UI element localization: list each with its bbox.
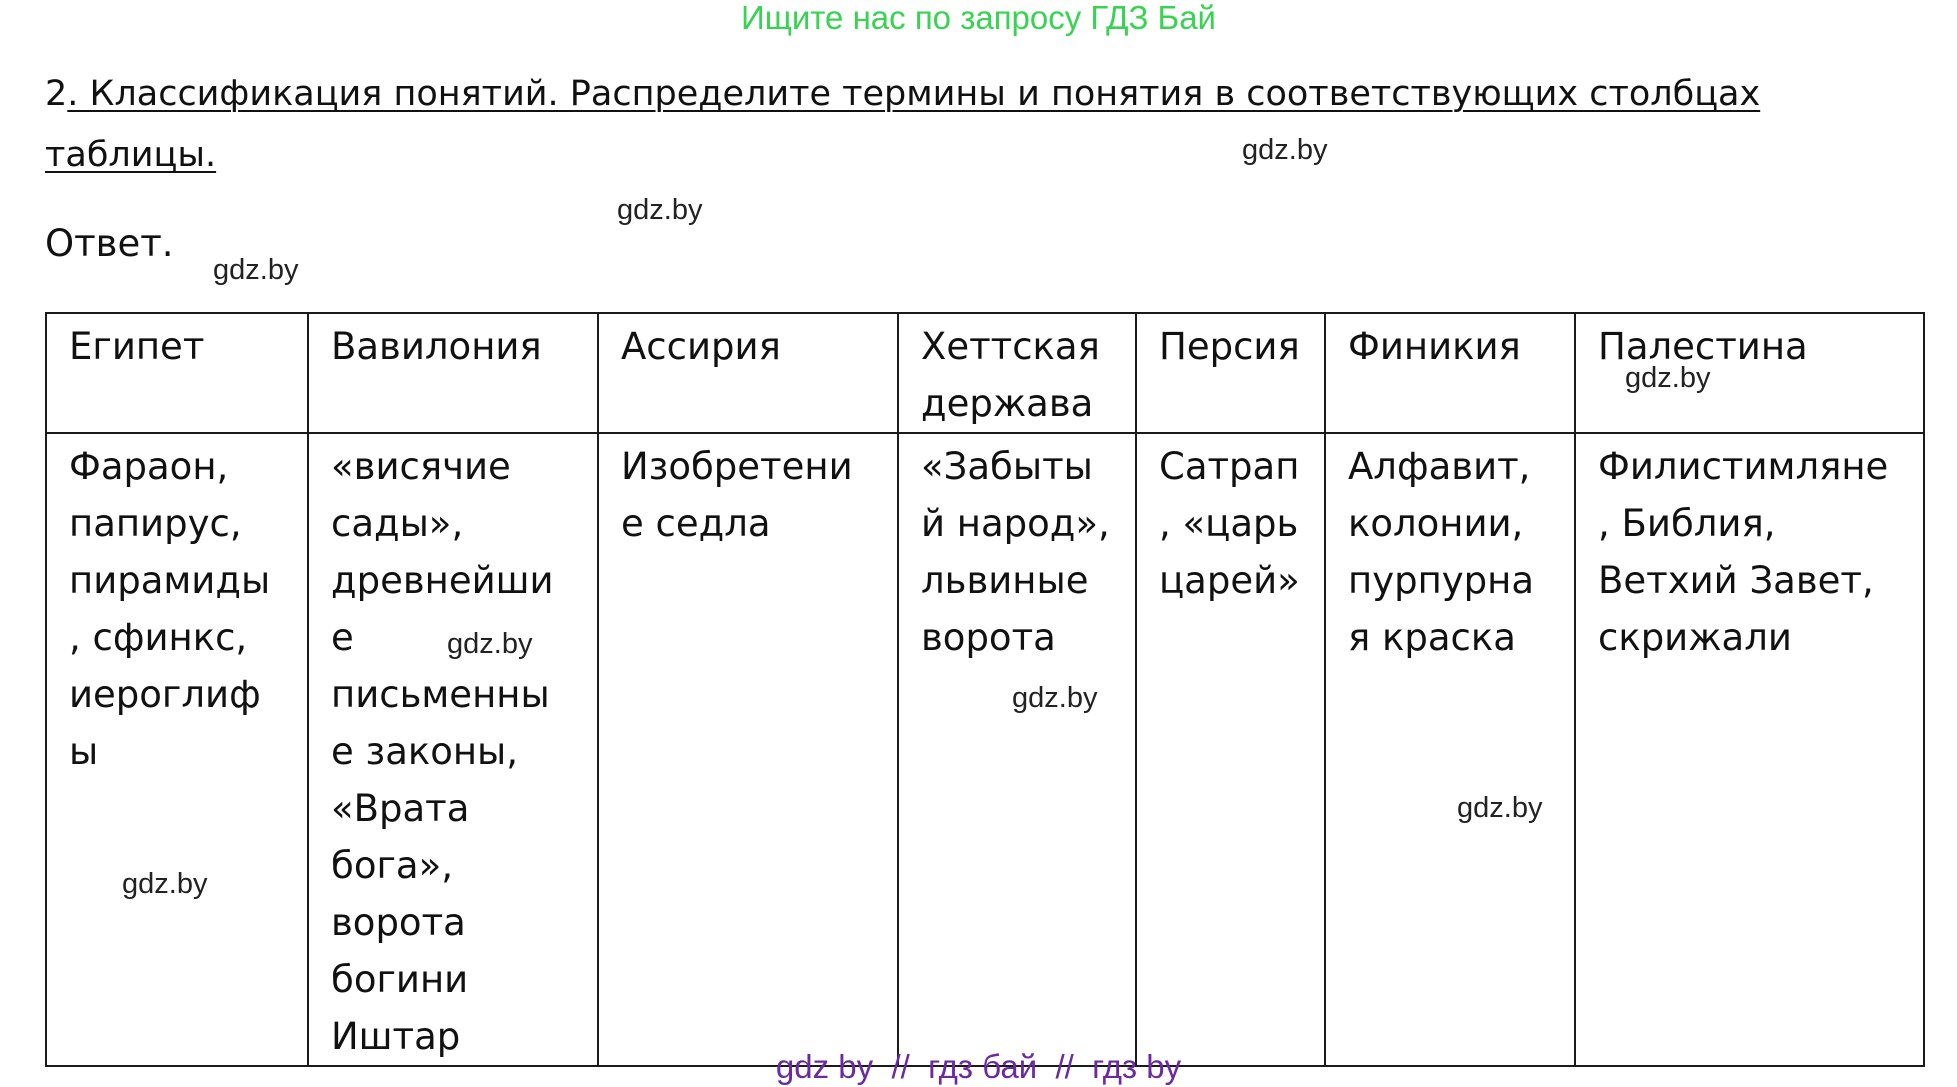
cell-phoenicia: Алфавит, колонии, пурпурна я краска xyxy=(1325,433,1575,1066)
header-palestine: Палестина xyxy=(1575,313,1924,433)
task-heading xyxy=(45,64,1905,186)
watermark: gdz.by xyxy=(1012,682,1098,714)
header-assyria: Ассирия xyxy=(598,313,898,433)
watermark: gdz.by xyxy=(617,194,703,226)
header-hittite-state: Хеттская держава xyxy=(898,313,1136,433)
footer-watermark[interactable]: gdz by // гдз бай // гдз by xyxy=(775,1048,1182,1085)
header-persia: Персия xyxy=(1136,313,1325,433)
task-number: 2 xyxy=(45,74,68,114)
cell-hittite-state: «Забыты й народ», львиные ворота xyxy=(898,433,1136,1066)
watermark: gdz.by xyxy=(1457,792,1543,824)
classification-table xyxy=(45,312,1925,1067)
watermark: gdz.by xyxy=(1625,362,1711,394)
watermark: gdz.by xyxy=(1242,134,1328,166)
cell-persia: Сатрап , «царь царей» xyxy=(1136,433,1325,1066)
watermark: gdz.by xyxy=(447,628,533,660)
header-babylonia: Вавилония xyxy=(308,313,598,433)
cell-egypt: Фараон, папирус, пирамиды , сфинкс, иероглиф ы xyxy=(46,433,308,1066)
watermark: gdz.by xyxy=(213,254,299,286)
cell-babylonia: «висячие сады», древнейши е письменны е законы, «Врата бога», ворота богини Иштар xyxy=(308,433,598,1066)
task-text: . Классификация понятий. Распределите термины и понятия в соответствующих столбцах таблицы. xyxy=(45,74,1761,175)
watermark: gdz.by xyxy=(122,868,208,900)
header-phoenicia: Финикия xyxy=(1325,313,1575,433)
cell-palestine: Филистимляне , Библия, Ветхий Завет, скрижали xyxy=(1575,433,1924,1066)
header-egypt: Египет xyxy=(46,313,308,433)
site-banner[interactable]: Ищите нас по запросу ГДЗ Бай xyxy=(741,0,1216,36)
table-row xyxy=(46,433,1924,1066)
answer-label: Ответ. xyxy=(45,222,174,265)
cell-assyria: Изобретени е седла xyxy=(598,433,898,1066)
